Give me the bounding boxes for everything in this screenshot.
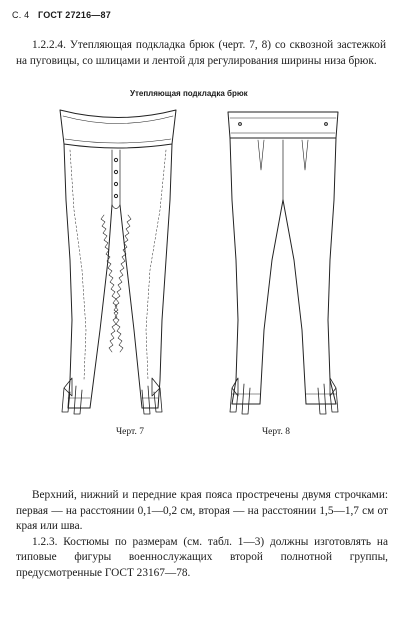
- front-view-drawing: [60, 110, 176, 414]
- paragraph-3: 1.2.3. Костюмы по размерам (см. табл. 1—3) должны изготовлять на типовые фигуры военнослужащих второй полнотной группы, предусмотренные ГОСТ 23167—78.: [16, 535, 388, 579]
- standard-number: ГОСТ 27216—87: [38, 10, 111, 20]
- paragraph-1-text: 1.2.2.4. Утепляющая подкладка брюк (черт. 7, 8) со сквозной застежкой на пуговицы, со шлицами и лентой для регулирования ширины низа брюк.: [16, 39, 386, 67]
- caption-drawing-7: Черт. 7: [116, 427, 144, 437]
- body-text: [16, 488, 388, 581]
- page-number: С. 4: [12, 10, 30, 20]
- figure-title: Утепляющая подкладка брюк: [130, 89, 248, 98]
- caption-drawing-8: Черт. 8: [262, 427, 290, 437]
- back-view-drawing: [228, 112, 338, 414]
- paragraph-2: Верхний, нижний и передние края пояса простречены двумя строчками: первая — на расстоянии 0,1—0,2 см, вторая — на расстоянии 1,5—1,7 см от края или шва.: [16, 489, 388, 532]
